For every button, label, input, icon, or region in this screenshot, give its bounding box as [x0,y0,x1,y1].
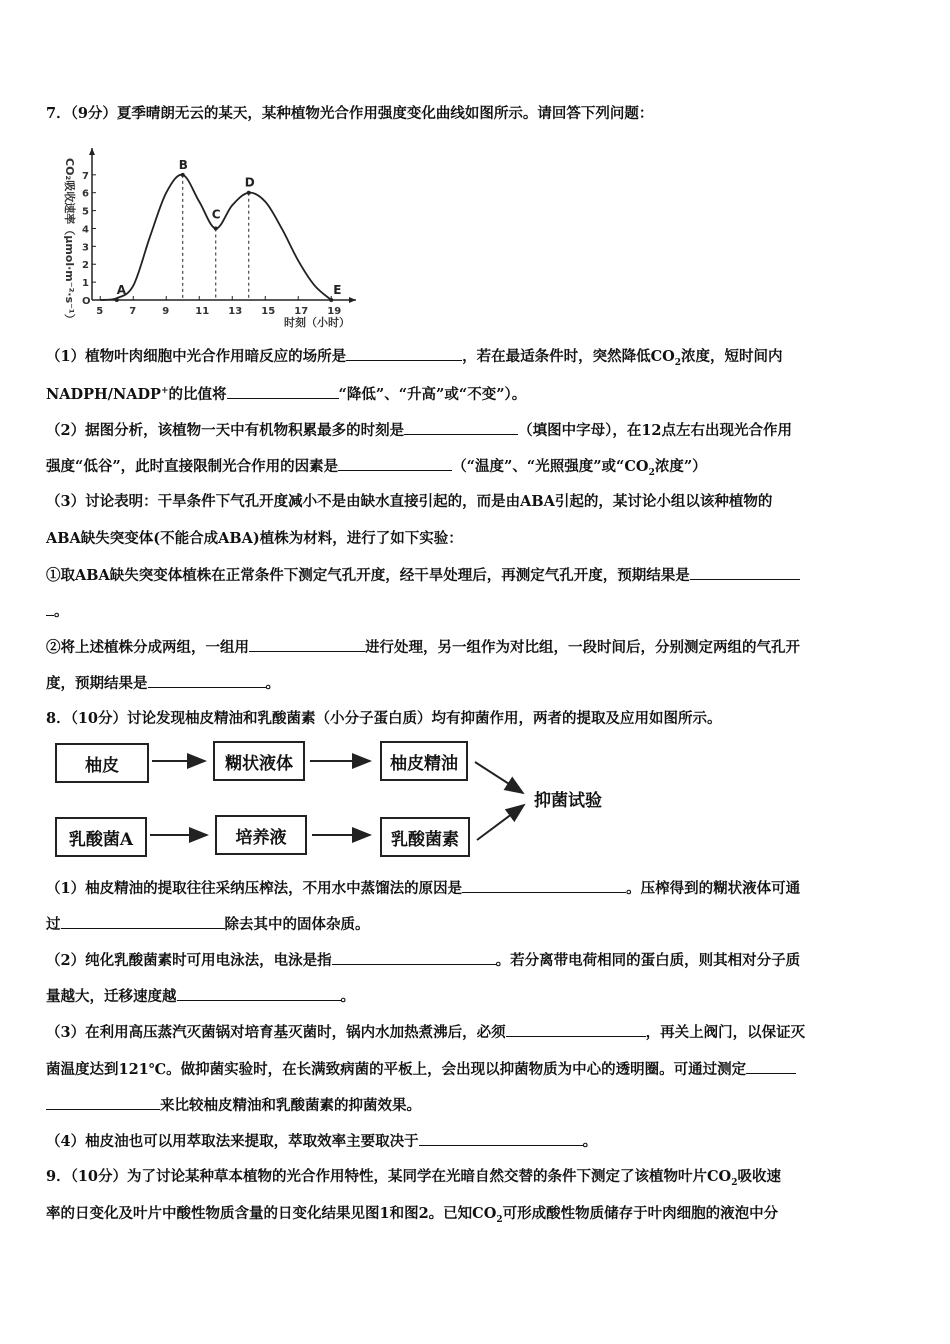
y-tick-label: 7 [82,170,89,182]
answer-blank[interactable] [506,1022,646,1037]
y-tick-label: 4 [82,224,89,236]
q8-sub2-line1: （2）纯化乳酸菌素时可用电泳法，电泳是指 。若分离带电荷相同的蛋白质，则其相对分子质 [46,952,801,969]
q8-sub1-line1: （1）柚皮精油的提取往往采纳压榨法，不用水中蒸馏法的原因是 。压榨得到的糊状液体可通 [46,880,801,897]
y-axis-label: CO₂吸收速率（μmol·m⁻²·s⁻¹） [63,158,76,325]
q8-sub3-line1: （3）在利用高压蒸汽灭菌锅对培育基灭菌时，锅内水加热煮沸后，必须 ，再关上阀门，以保证灭 [46,1024,806,1041]
x-tick-label: 7 [129,306,137,317]
q7-sub3-item2-line1: ②将上述植株分成两组，一组用 进行处理，另一组作为对比组，一段时间后，分别测定两组的气孔开 [46,639,800,656]
q7-sub3-item2-line2: 度，预期结果是 。 [46,675,280,692]
flow-box-pomelo-oil: 柚皮精油 [380,741,468,781]
origin-label: O [82,296,91,307]
q7-sub1-line2: NADPH/NADP+的比值将 “降低”、“升高”或“不变”）。 [46,386,527,403]
y-tick-label: 3 [82,242,89,254]
flow-box-lactobacillus-a: 乳酸菌A [55,817,147,857]
flow-box-pomelo-peel: 柚皮 [55,743,149,783]
answer-blank[interactable] [177,986,341,1001]
q8-sub1-line2: 过 除去其中的固体杂质。 [46,916,370,933]
answer-blank[interactable] [61,914,225,929]
q7-sub2-line2: 强度“低谷”，此时直接限制光合作用的因素是 （“温度”、“光照强度”或“$CO_2$浓度”） [46,458,707,478]
x-tick-label: 17 [294,306,309,317]
q8-title: 8．（10分）讨论发现柚皮精油和乳酸菌素（小分子蛋白质）均有抑菌作用，两者的提取及应用如图所示。 [46,710,722,727]
x-tick-label: 5 [96,306,104,317]
q7-title: 7．（9分）夏季晴朗无云的某天，某种植物光合作用强度变化曲线如图所示。请回答下列问题： [46,105,654,122]
q7-sub3-line1: （3）讨论表明：干旱条件下气孔开度减小不是由缺水直接引起的，而是由ABA引起的，某讨论小组以该种植物的 [46,493,773,510]
answer-blank[interactable] [462,878,626,893]
answer-blank[interactable] [46,1095,160,1110]
point-label: E [333,283,342,297]
x-tick-label: 9 [162,306,170,317]
q8-sub2-line2: 量越大，迁移速度越 。 [46,988,355,1005]
y-tick-label: 2 [82,260,89,272]
q9-line2: 率的日变化及叶片中酸性物质含量的日变化结果见图1和图2。已知$CO_2$可形成酸性物质储存于叶肉细胞的液泡中分 [46,1205,779,1225]
q9-line1: 9．（10分）为了讨论某种草本植物的光合作用特性，某同学在光暗自然交替的条件下测定了该植物叶片$CO_2$吸收速 [46,1168,781,1188]
y-tick-label: 1 [82,278,89,290]
point-label: A [116,283,127,297]
arrow-icon [477,805,524,840]
q7-sub2-line1: （2）据图分析，该植物一天中有机物积累最多的时刻是 （填图中字母），在12点左右出现光合作用 [46,422,793,439]
x-axis-label: 时刻（小时） [284,316,350,329]
arrow-icon [475,762,523,793]
q8-sub3-line2: 菌温度达到121℃。做抑菌实验时，在长满致病菌的平板上，会出现以抑菌物质为中心的透明圈。可通过测定 [46,1059,908,1080]
point-label: C [211,207,221,222]
x-tick-label: 15 [261,306,276,317]
q7-sub3-item1-end: 。 [46,601,908,622]
y-tick-label: 6 [82,188,89,200]
answer-blank[interactable] [746,1059,796,1074]
point-label: B [178,157,188,172]
q8-sub4-line1: （4）柚皮油也可以用萃取法来提取，萃取效率主要取决于 。 [46,1133,598,1150]
flow-box-paste-liquid: 糊状液体 [213,741,305,781]
q7-sub3-line2: ABA缺失突变体(不能合成ABA)植株为材料，进行了如下实验： [46,530,463,547]
x-tick-label: 13 [228,306,243,317]
q7-sub3-item1: ①取ABA缺失突变体植株在正常条件下测定气孔开度，经干旱处理后，再测定气孔开度，预期结果是 [46,565,908,586]
flow-target-antibacterial-test: 抑菌试验 [534,791,602,811]
point-label: D [244,175,255,190]
x-tick-label: 11 [195,306,210,317]
y-tick-label: 5 [82,206,89,218]
q7-sub1-line1: （1）植物叶肉细胞中光合作用暗反应的场所是 ，若在最适条件时，突然降低$CO_2$浓度，短时间内 [46,348,783,368]
answer-blank[interactable] [332,950,496,965]
flow-box-culture-medium: 培养液 [215,815,307,855]
x-tick-label: 19 [327,306,342,317]
flow-box-nisin: 乳酸菌素 [380,817,470,857]
answer-blank[interactable] [419,1131,583,1146]
q8-sub3-line3: 来比较柚皮精油和乳酸菌素的抑菌效果。 [46,1095,908,1116]
